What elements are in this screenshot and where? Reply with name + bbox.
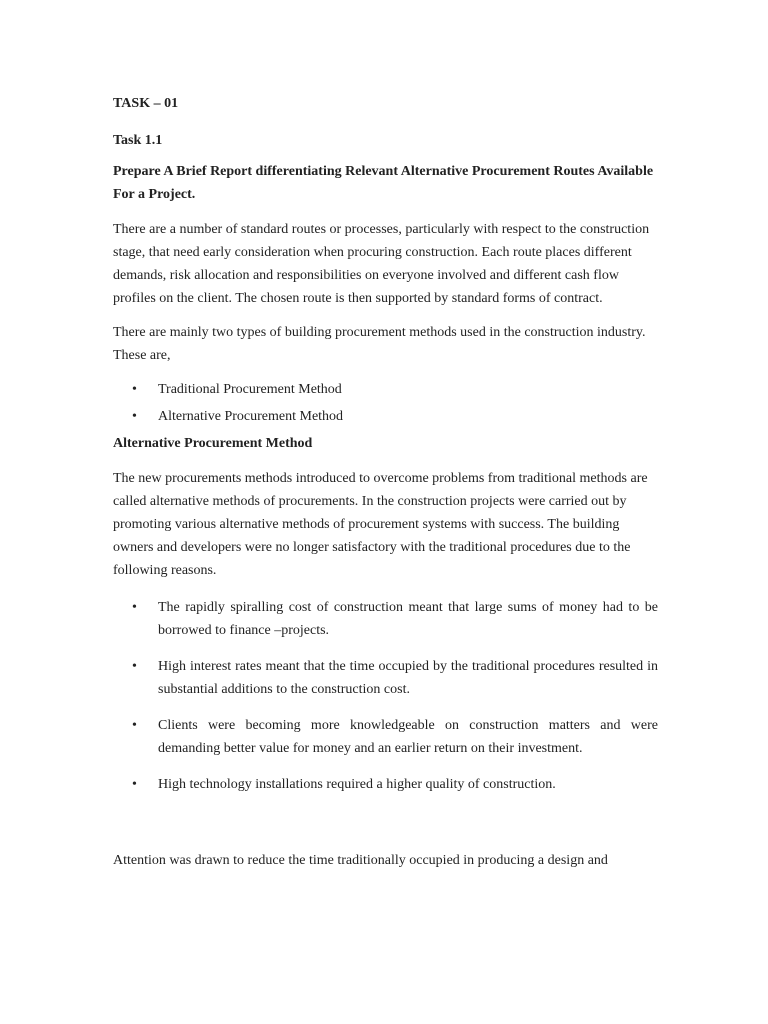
bullet-icon: • [132,718,137,733]
bullet-icon: • [132,777,137,792]
list-item [113,714,658,760]
types-paragraph: There are mainly two types of building procurement methods used in the construction industry. These are, [113,325,646,363]
intro-paragraph: There are a number of standard routes or processes, particularly with respect to the construction stage, that need early consideration when procuring construction. Each route places different demands, risk allocation and responsibilities on everyone involved and different cash flow profiles on the client. The chosen route is then supported by standard forms of contract. [113,222,650,306]
list-item-text: Traditional Procurement Method [158,382,342,397]
alternative-paragraph: The new procurements methods introduced to overcome problems from traditional methods are called alternative methods of procurements. In the construction projects were carried out by promoting various alternative methods of procurement systems with success. The building owners and developers were no longer satisfactory with the traditional procedures due to the following reasons. [113,471,648,578]
closing-paragraph: Attention was drawn to reduce the time traditionally occupied in producing a design and [113,853,608,868]
bullet-icon: • [132,409,137,424]
list-item-text: Clients were becoming more knowledgeable on construction matters and were demanding better value for money and an earlier return on their investment. [158,718,658,756]
list-item-text: The rapidly spiralling cost of construction meant that large sums of money had to be borrowed to finance –projects. [158,600,658,638]
bullet-icon: • [132,382,137,397]
list-item [113,405,658,428]
alternative-method-heading: Alternative Procurement Method [113,436,313,451]
list-item [113,773,658,796]
list-item-text: High interest rates meant that the time occupied by the traditional procedures resulted in substantial additions to the construction cost. [158,659,658,697]
bullet-icon: • [132,600,137,615]
bullet-icon: • [132,659,137,674]
list-item [113,655,658,701]
procurement-types-list [113,378,658,428]
list-item [113,378,658,401]
subtask-heading: Task 1.1 [113,133,163,148]
list-item-text: Alternative Procurement Method [158,409,344,424]
report-title: Prepare A Brief Report differentiating Relevant Alternative Procurement Routes Available For a Project. [113,164,654,202]
reasons-list [113,596,658,796]
list-item-text: High technology installations required a higher quality of construction. [158,777,556,792]
document-page [113,92,658,883]
task-heading: TASK – 01 [113,96,179,111]
list-item [113,596,658,642]
